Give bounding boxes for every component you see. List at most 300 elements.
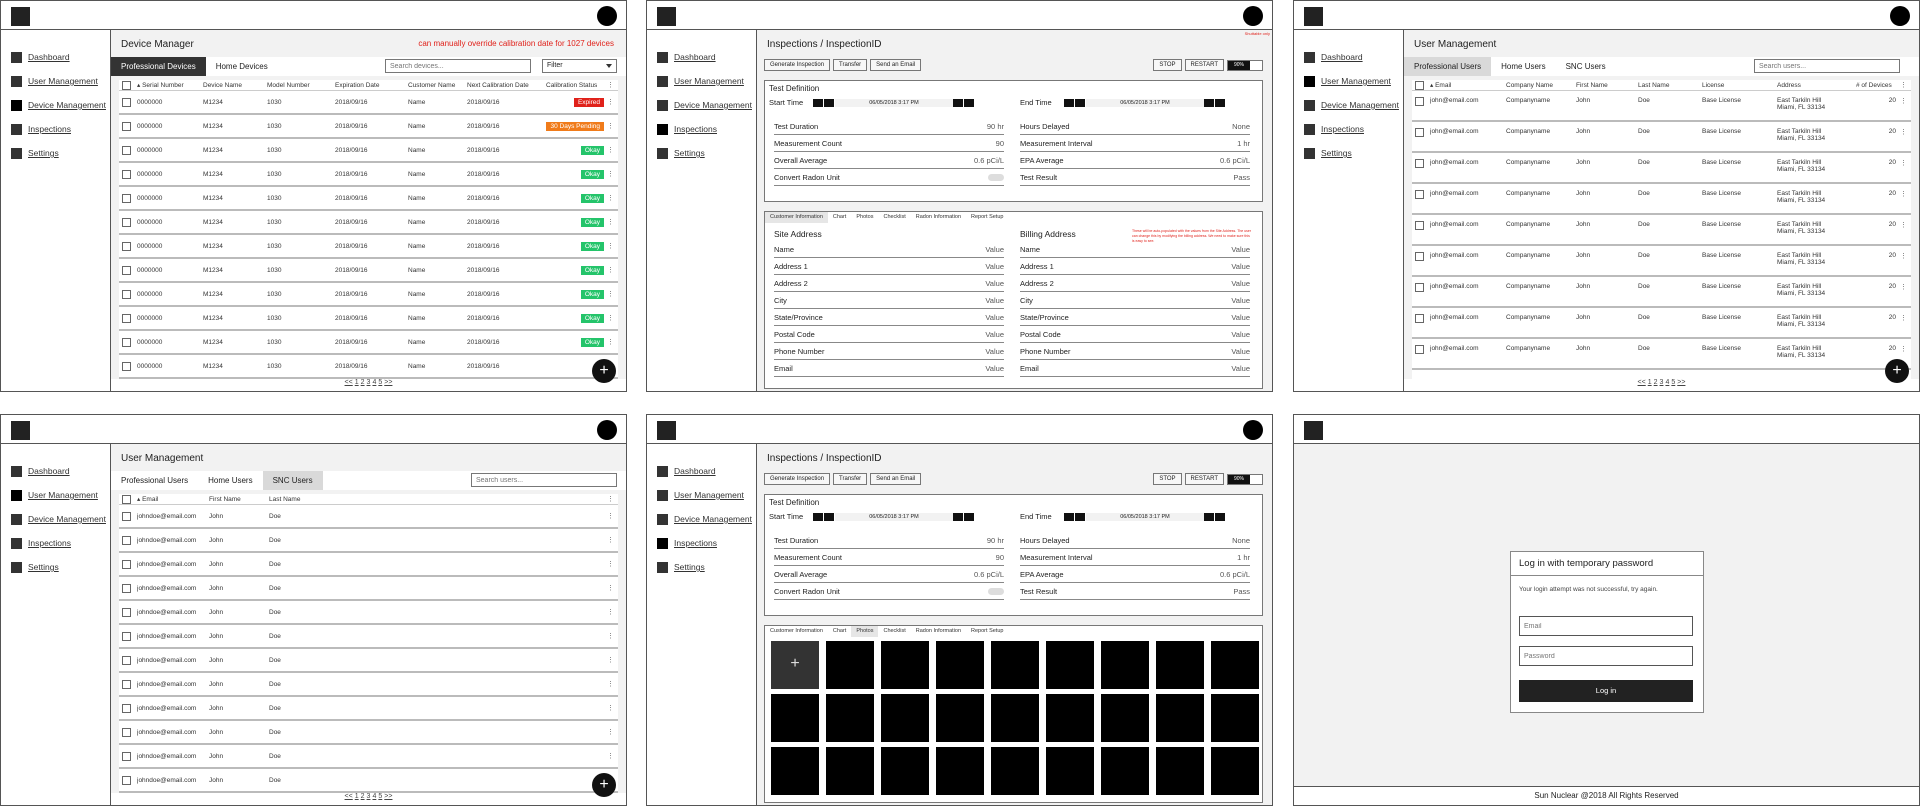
page-link[interactable]: 3 [366,379,371,386]
header-devices[interactable]: # of Devices [1856,81,1892,89]
logo[interactable] [11,7,30,26]
step-forward-icon[interactable] [953,99,963,107]
nav-item-dashboard[interactable] [647,459,756,483]
more-icon[interactable]: ⋮ [607,123,614,130]
step-back-icon[interactable] [824,513,834,521]
photo-thumbnail[interactable] [991,641,1039,689]
table-row[interactable] [119,769,618,793]
page-link[interactable]: << [344,793,353,800]
skip-forward-icon[interactable] [964,99,974,107]
nav-item-dashboard[interactable] [1,45,110,69]
table-row[interactable] [119,187,618,211]
table-row[interactable] [119,721,618,745]
subtab-chart[interactable]: Chart [832,628,847,634]
logo[interactable] [11,421,30,440]
avatar[interactable] [1890,6,1910,26]
table-row[interactable] [119,649,618,673]
more-icon[interactable]: ⋮ [607,657,614,664]
row-checkbox[interactable] [122,194,131,203]
page-link[interactable]: 5 [378,793,383,800]
table-row[interactable] [1412,246,1911,277]
row-checkbox[interactable] [122,584,131,593]
end-date-field[interactable]: 06/05/2018 3:17 PM [1086,513,1204,521]
generate-inspection-button[interactable]: Generate Inspection [764,473,830,485]
nav-item-settings[interactable] [1,141,110,165]
more-icon[interactable]: ⋮ [1900,253,1907,260]
more-icon[interactable]: ⋮ [607,315,614,322]
page-link[interactable]: >> [384,793,393,800]
row-checkbox[interactable] [122,752,131,761]
avatar[interactable] [597,420,617,440]
photo-thumbnail[interactable] [826,694,874,742]
nav-item-device-management[interactable] [1,93,110,117]
transfer-button[interactable]: Transfer [833,59,867,71]
step-forward-icon[interactable] [1204,99,1214,107]
address-field-row[interactable] [1020,293,1250,309]
photo-thumbnail[interactable] [991,747,1039,795]
photo-thumbnail[interactable] [1211,694,1259,742]
page-link[interactable]: 2 [360,379,365,386]
subtab-report-setup[interactable]: Report Setup [971,214,1004,220]
page-title: Inspections / InspectionID [767,453,882,464]
subtab-photos[interactable]: Photos [856,214,874,220]
row-checkbox[interactable] [122,242,131,251]
more-icon[interactable]: ⋮ [607,195,614,202]
row-checkbox[interactable] [122,536,131,545]
stop-button[interactable]: STOP [1153,473,1181,485]
nav-square-icon [657,538,668,549]
step-back-icon[interactable] [1075,99,1085,107]
more-icon[interactable]: ⋮ [607,753,614,760]
table-row[interactable] [119,283,618,307]
table-row[interactable] [119,355,618,379]
more-icon[interactable]: ⋮ [607,609,614,616]
address-field-row[interactable] [1020,327,1250,343]
row-checkbox[interactable] [1415,314,1424,323]
page-link[interactable]: 1 [354,793,359,800]
nav-item-settings[interactable] [1294,141,1403,165]
row-checkbox[interactable] [1415,128,1424,137]
logo[interactable] [1304,7,1323,26]
row-checkbox[interactable] [122,680,131,689]
cell-model: 1030 [267,146,282,154]
select-all-checkbox[interactable] [122,495,131,504]
add-user-button[interactable]: + [1885,359,1909,383]
row-checkbox[interactable] [1415,345,1424,354]
logo[interactable] [657,7,676,26]
header-license[interactable]: License [1702,81,1725,89]
photo-thumbnail[interactable] [1046,747,1094,795]
nav-item-inspections[interactable] [1,117,110,141]
photo-thumbnail[interactable] [881,641,929,689]
row-checkbox[interactable] [122,314,131,323]
table-row[interactable] [119,697,618,721]
table-row[interactable] [119,673,618,697]
more-icon[interactable]: ⋮ [1900,98,1907,105]
tab-home-users[interactable]: Home Users [208,476,253,485]
progress-toggle[interactable] [1227,60,1263,71]
nav-item-inspections[interactable] [647,117,756,141]
address-field-row[interactable] [1020,344,1250,360]
send-email-button[interactable]: Send an Email [870,473,921,485]
page-link[interactable]: 5 [378,379,383,386]
skip-forward-icon[interactable] [1215,99,1225,107]
address-field-row[interactable] [774,293,1004,309]
subtab-radon-information[interactable]: Radon Information [915,628,962,634]
row-checkbox[interactable] [122,776,131,785]
skip-back-icon[interactable] [1064,99,1074,107]
nav-item-settings[interactable] [647,555,756,579]
header-serial[interactable]: ▴ Serial Number [137,82,184,89]
photo-thumbnail[interactable] [771,694,819,742]
nav-item-device-management[interactable] [1,507,110,531]
row-checkbox[interactable] [1415,252,1424,261]
radon-unit-toggle[interactable] [988,174,1004,181]
more-icon[interactable]: ⋮ [607,496,614,503]
step-back-icon[interactable] [824,99,834,107]
step-back-icon[interactable] [1075,513,1085,521]
row-checkbox[interactable] [1415,190,1424,199]
nav-item-label: Device Management [28,100,106,110]
add-photo-button[interactable]: + [771,641,819,689]
more-icon[interactable]: ⋮ [1900,160,1907,167]
header-model-number[interactable]: Model Number [267,81,310,89]
page-link[interactable]: 4 [1665,379,1670,386]
tab-snc-users[interactable]: SNC Users [263,471,323,490]
photo-thumbnail[interactable] [1211,747,1259,795]
subtab-customer-information[interactable]: Customer Information [765,212,828,223]
more-icon[interactable]: ⋮ [607,99,614,106]
search-input[interactable] [471,473,617,487]
cell-address [1777,283,1856,297]
nav-item-inspections[interactable] [1,531,110,555]
search-input[interactable] [385,59,531,73]
table-row[interactable] [1412,184,1911,215]
more-icon[interactable]: ⋮ [607,633,614,640]
table-row[interactable] [119,91,618,115]
skip-back-icon[interactable] [1064,513,1074,521]
address-field-row[interactable] [1020,361,1250,377]
more-icon[interactable]: ⋮ [607,339,614,346]
more-icon[interactable]: ⋮ [1900,191,1907,198]
table-row[interactable] [1412,122,1911,153]
address-field-row[interactable] [1020,242,1250,258]
row-checkbox[interactable] [122,560,131,569]
restart-button[interactable]: RESTART [1185,59,1224,71]
tab-professional-devices[interactable]: Professional Devices [111,57,206,76]
nav-item-user-management[interactable] [647,483,756,507]
table-row[interactable] [1412,153,1911,184]
row-checkbox[interactable] [122,704,131,713]
more-icon[interactable]: ⋮ [607,147,614,154]
more-icon[interactable]: ⋮ [607,513,614,520]
table-row[interactable] [119,625,618,649]
stop-button[interactable]: STOP [1153,59,1181,71]
row-checkbox[interactable] [122,266,131,275]
address-line-2: Miami, FL 33134 [1777,228,1826,235]
page-link[interactable]: << [344,379,353,386]
table-row[interactable] [119,529,618,553]
page-link[interactable]: 2 [1653,379,1658,386]
page-link[interactable]: 4 [372,793,377,800]
header-expiration-date[interactable]: Expiration Date [335,81,380,89]
search-input[interactable] [1754,59,1900,73]
avatar[interactable] [1243,420,1263,440]
more-icon[interactable]: ⋮ [607,267,614,274]
nav-item-inspections[interactable] [1294,117,1403,141]
row-checkbox[interactable] [122,218,131,227]
header-email[interactable]: ▴ Email [137,496,159,503]
skip-back-icon[interactable] [813,99,823,107]
add-device-button[interactable]: + [592,359,616,383]
header-customer-name[interactable]: Customer Name [408,81,456,89]
nav-item-settings[interactable] [1,555,110,579]
table-row[interactable] [1412,277,1911,308]
more-icon[interactable]: ⋮ [607,681,614,688]
logo[interactable] [657,421,676,440]
more-icon[interactable]: ⋮ [607,561,614,568]
table-row[interactable] [119,235,618,259]
row-checkbox[interactable] [122,146,131,155]
progress-toggle[interactable] [1227,474,1263,485]
filter-select[interactable] [542,59,617,73]
address-field-row[interactable] [774,344,1004,360]
photo-thumbnail[interactable] [991,694,1039,742]
table-row[interactable] [119,163,618,187]
photo-thumbnail[interactable] [1046,694,1094,742]
select-all-checkbox[interactable] [1415,81,1424,90]
row-checkbox[interactable] [122,122,131,131]
table-row[interactable] [119,115,618,139]
row-checkbox[interactable] [1415,283,1424,292]
page-link[interactable]: >> [1677,379,1686,386]
radon-unit-toggle[interactable] [988,588,1004,595]
page-link[interactable]: 1 [1647,379,1652,386]
table-row[interactable] [119,577,618,601]
step-forward-icon[interactable] [1204,513,1214,521]
table-row[interactable] [1412,91,1911,122]
nav-item-user-management[interactable] [1294,69,1403,93]
table-row[interactable] [119,601,618,625]
more-icon[interactable]: ⋮ [607,537,614,544]
page-link[interactable]: 5 [1671,379,1676,386]
avatar[interactable] [1243,6,1263,26]
nav-item-dashboard[interactable] [1294,45,1403,69]
header-next-calibration[interactable]: Next Calibration Date [467,81,529,89]
transfer-button[interactable]: Transfer [833,473,867,485]
cell-last: Doe [1638,190,1650,197]
photo-thumbnail[interactable] [1156,747,1204,795]
metric-value: None [1232,122,1250,131]
table-row[interactable] [1412,308,1911,339]
header-first-name[interactable]: First Name [1576,81,1608,89]
subtab-report-setup[interactable]: Report Setup [971,628,1004,634]
photo-thumbnail[interactable] [881,747,929,795]
table-row[interactable] [119,211,618,235]
page-link[interactable]: 1 [354,379,359,386]
table-row[interactable] [119,331,618,355]
header-calibration-status[interactable]: Calibration Status [546,81,598,89]
row-checkbox[interactable] [1415,221,1424,230]
header-first-name[interactable]: First Name [209,495,241,503]
photo-thumbnail[interactable] [1156,641,1204,689]
more-icon[interactable]: ⋮ [607,291,614,298]
subtab-checklist[interactable]: Checklist [883,214,906,220]
end-date-field[interactable]: 06/05/2018 3:17 PM [1086,99,1204,107]
subtab-customer-information[interactable]: Customer Information [770,628,823,634]
photo-thumbnail[interactable] [826,747,874,795]
subtab-photos[interactable]: Photos [851,626,878,637]
tab-professional-users[interactable]: Professional Users [1404,57,1491,76]
address-line-1: East Tarkiln Hill [1777,252,1822,259]
address-field-row[interactable] [1020,259,1250,275]
password-field[interactable] [1519,646,1693,666]
nav-item-dashboard[interactable] [1,459,110,483]
photo-thumbnail[interactable] [1156,694,1204,742]
page-link[interactable]: 3 [366,793,371,800]
row-checkbox[interactable] [122,98,131,107]
row-checkbox[interactable] [122,290,131,299]
table-row[interactable] [1412,339,1911,370]
more-icon[interactable]: ⋮ [607,243,614,250]
table-row[interactable] [119,553,618,577]
photo-thumbnail[interactable] [1101,747,1149,795]
address-field-row[interactable] [1020,276,1250,292]
address-field-row[interactable] [774,327,1004,343]
more-icon[interactable]: ⋮ [607,729,614,736]
page-link[interactable]: << [1637,379,1646,386]
start-time-label: Start Time [769,98,804,107]
table-row[interactable] [119,505,618,529]
start-date-field[interactable]: 06/05/2018 3:17 PM [835,99,953,107]
table-row[interactable] [1412,215,1911,246]
page-link[interactable]: 4 [372,379,377,386]
tab-professional-users[interactable]: Professional Users [121,476,189,485]
table-row[interactable] [119,307,618,331]
tab-home-devices[interactable]: Home Devices [215,62,268,71]
nav-item-user-management[interactable] [1,69,110,93]
header-address[interactable]: Address [1777,81,1801,89]
photo-thumbnail[interactable] [1101,641,1149,689]
row-checkbox[interactable] [122,728,131,737]
subtab-radon-information[interactable]: Radon Information [915,214,962,220]
table-row[interactable] [119,259,618,283]
page-link[interactable]: 3 [1659,379,1664,386]
address-field-row[interactable] [774,276,1004,292]
nav-item-device-management[interactable] [647,93,756,117]
tab-snc-users[interactable]: SNC Users [1565,62,1606,71]
page-link[interactable]: >> [384,379,393,386]
row-checkbox[interactable] [1415,97,1424,106]
nav-item-device-management[interactable] [1294,93,1403,117]
photo-thumbnail[interactable] [936,641,984,689]
photo-thumbnail[interactable] [1211,641,1259,689]
subtab-checklist[interactable]: Checklist [883,628,906,634]
address-field-row[interactable] [1020,310,1250,326]
nav-item-dashboard[interactable] [647,45,756,69]
more-icon[interactable]: ⋮ [1900,346,1907,353]
nav-item-user-management[interactable] [1,483,110,507]
row-checkbox[interactable] [122,362,131,371]
table-row[interactable] [119,745,618,769]
email-field[interactable] [1519,616,1693,636]
more-icon[interactable]: ⋮ [607,82,614,89]
more-icon[interactable]: ⋮ [1900,129,1907,136]
more-icon[interactable]: ⋮ [607,171,614,178]
header-last-name[interactable]: Last Name [1638,81,1670,89]
row-checkbox[interactable] [122,656,131,665]
header-last-name[interactable]: Last Name [269,495,301,503]
photo-thumbnail[interactable] [1101,694,1149,742]
more-icon[interactable]: ⋮ [607,705,614,712]
tab-home-users[interactable]: Home Users [1501,62,1546,71]
step-forward-icon[interactable] [953,513,963,521]
address-field-row[interactable] [774,310,1004,326]
row-checkbox[interactable] [122,632,131,641]
photo-thumbnail[interactable] [771,747,819,795]
sidebar [647,30,757,391]
address-field-row[interactable] [774,361,1004,377]
skip-forward-icon[interactable] [1215,513,1225,521]
more-icon[interactable]: ⋮ [1900,222,1907,229]
status-badge: Okay [581,242,604,251]
header-device-name[interactable]: Device Name [203,81,243,89]
cell-first: John [1576,283,1591,290]
nav-item-device-management[interactable] [647,507,756,531]
login-button[interactable]: Log in [1519,680,1693,702]
more-icon[interactable]: ⋮ [1900,315,1907,322]
photo-thumbnail[interactable] [1046,641,1094,689]
page-link[interactable]: 2 [360,793,365,800]
header-email[interactable]: ▴ Email [1430,82,1452,89]
photo-thumbnail[interactable] [936,694,984,742]
subtab-chart[interactable]: Chart [832,214,847,220]
header-company[interactable]: Company Name [1506,81,1553,89]
address-field-row[interactable] [774,242,1004,258]
cell-device: M1234 [203,290,223,298]
nav-item-settings[interactable] [647,141,756,165]
nav-item-user-management[interactable] [647,69,756,93]
row-checkbox[interactable] [1415,159,1424,168]
add-user-button[interactable]: + [592,773,616,797]
end-time-control [1020,512,1226,521]
start-date-field[interactable]: 06/05/2018 3:17 PM [835,513,953,521]
restart-button[interactable]: RESTART [1185,473,1224,485]
photo-thumbnail[interactable] [826,641,874,689]
more-icon[interactable]: ⋮ [1900,82,1907,89]
more-icon[interactable]: ⋮ [1900,284,1907,291]
metric-row [774,153,1004,169]
row-checkbox[interactable] [122,338,131,347]
select-all-checkbox[interactable] [122,81,131,90]
more-icon[interactable]: ⋮ [607,585,614,592]
avatar[interactable] [597,6,617,26]
generate-inspection-button[interactable]: Generate Inspection [764,59,830,71]
row-checkbox[interactable] [122,608,131,617]
skip-forward-icon[interactable] [964,513,974,521]
address-field-row[interactable] [774,259,1004,275]
row-checkbox[interactable] [122,512,131,521]
send-email-button[interactable]: Send an Email [870,59,921,71]
photo-thumbnail[interactable] [881,694,929,742]
nav-item-inspections[interactable] [647,531,756,555]
skip-back-icon[interactable] [813,513,823,521]
table-row[interactable] [119,139,618,163]
logo[interactable] [1304,421,1323,440]
more-icon[interactable]: ⋮ [607,219,614,226]
row-checkbox[interactable] [122,170,131,179]
photo-thumbnail[interactable] [936,747,984,795]
